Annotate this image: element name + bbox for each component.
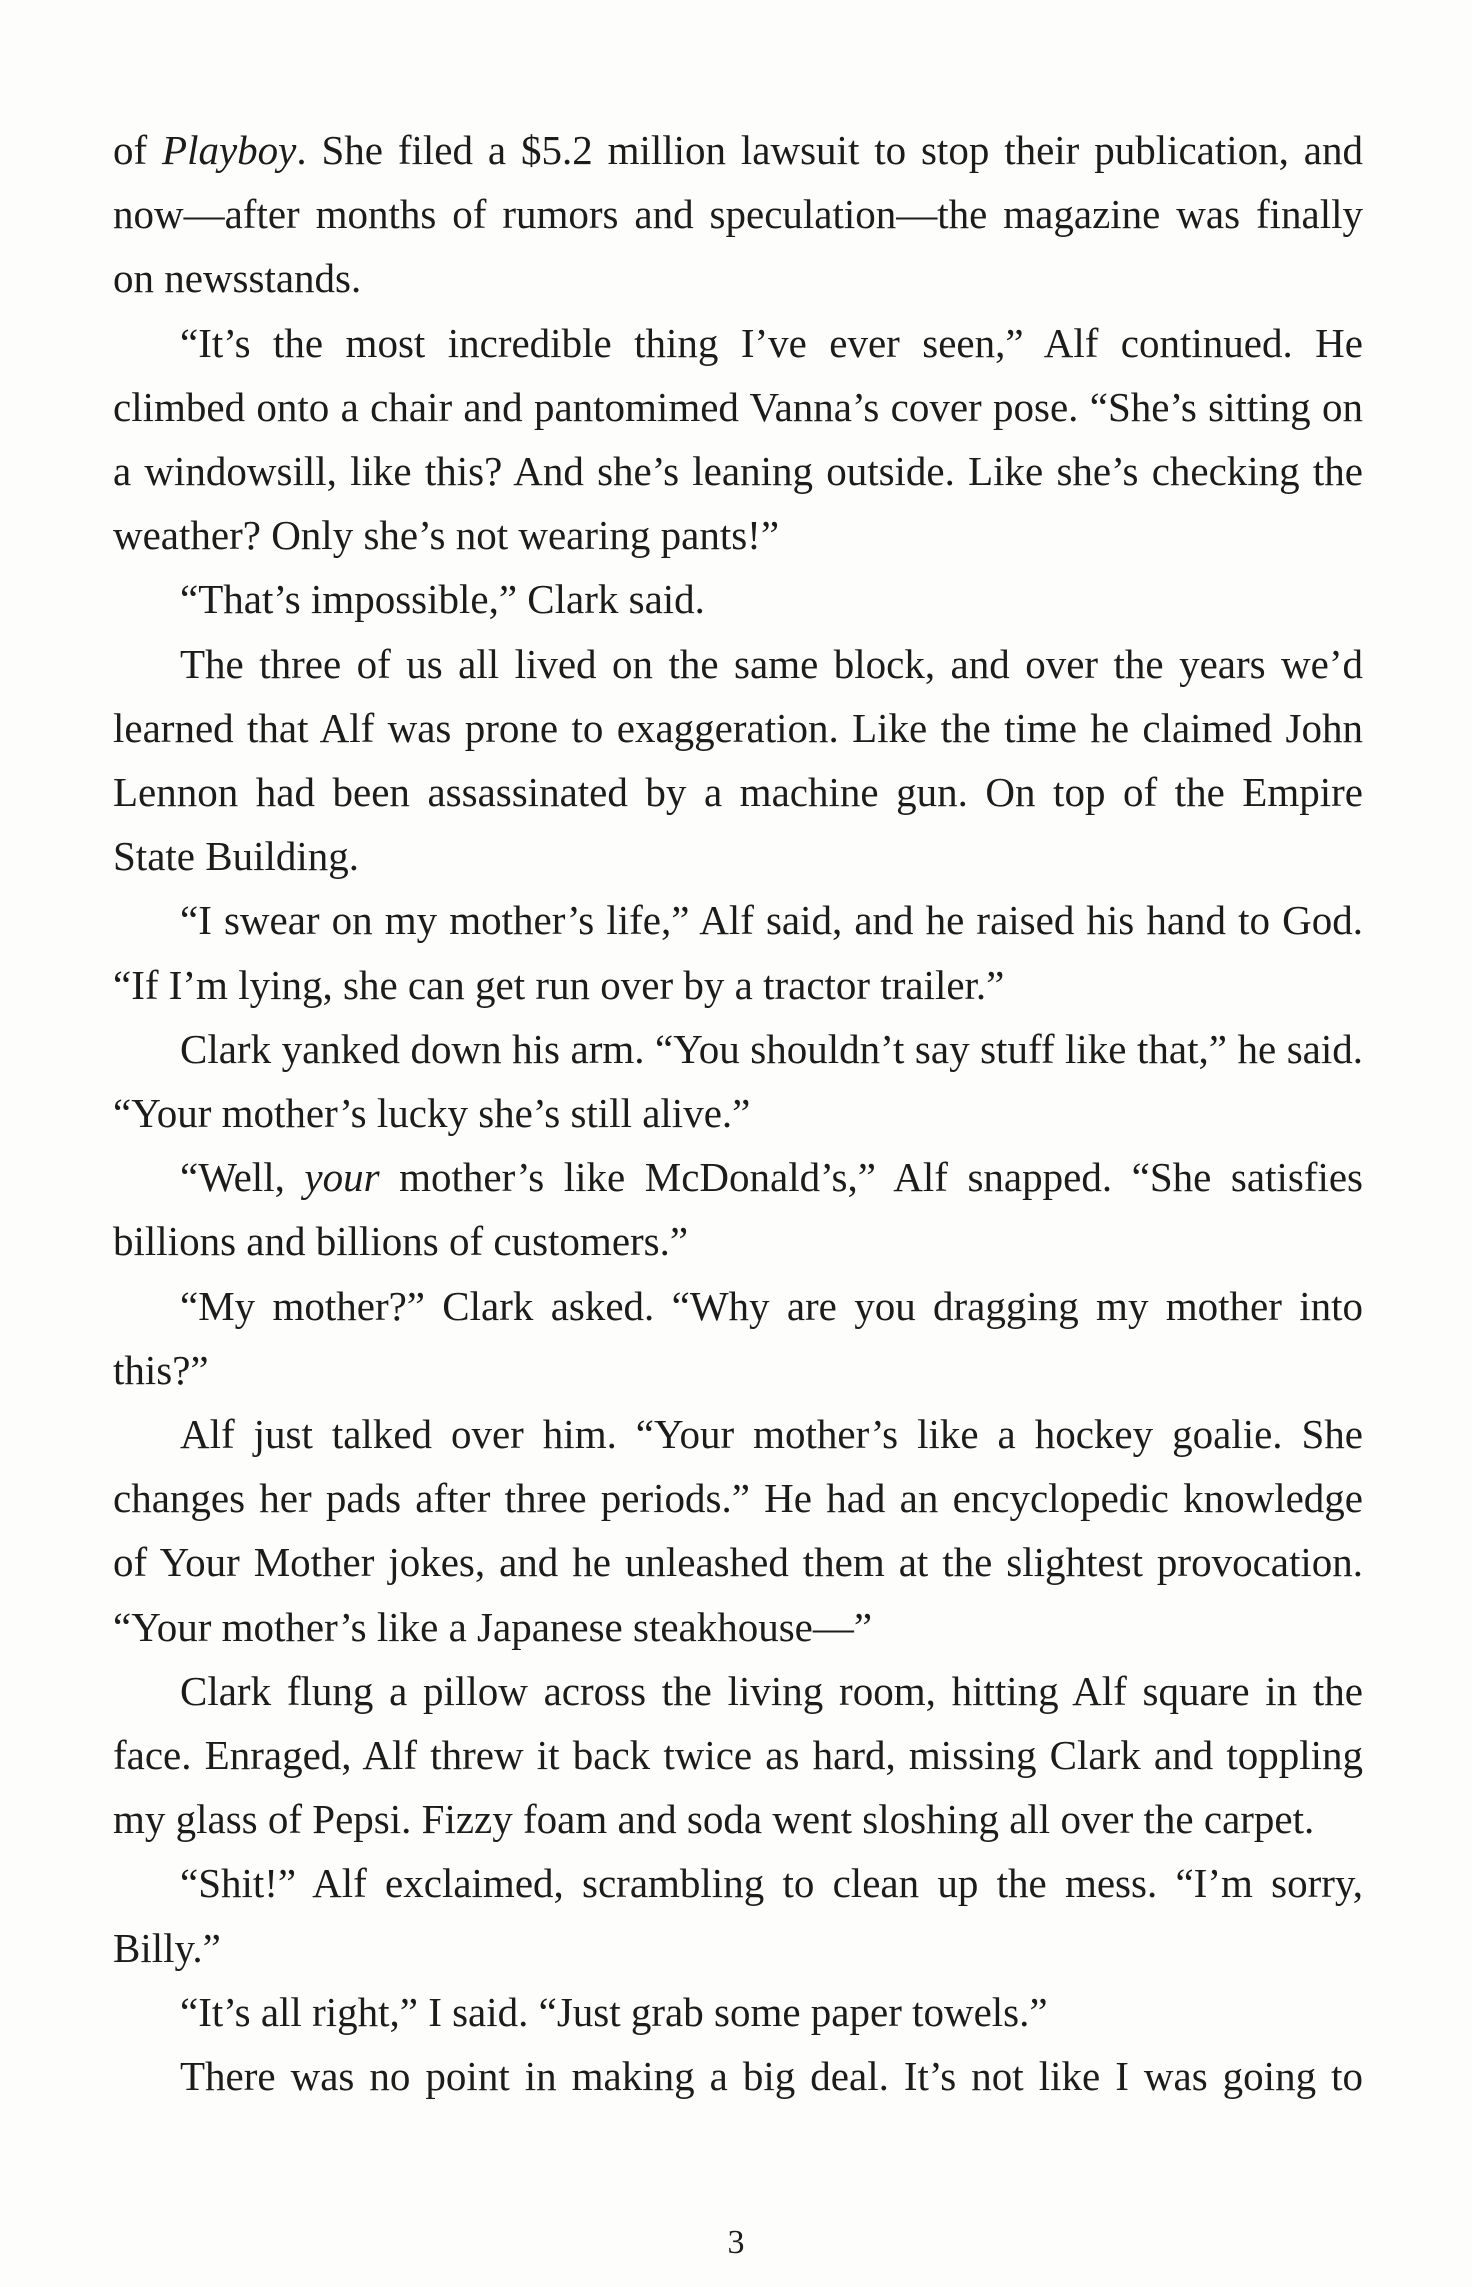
paragraph <box>113 118 1363 311</box>
text-run: “It’s the most incredible thing I’ve ever seen,” Alf continued. He climbed onto a chair and pantomimed Vanna’s cover pose. “She’s sitting on a windowsill, like this? And she’s leaning outside. Like she’s checking the weather? Only she’s not wearing pants!” <box>113 319 1363 559</box>
paragraph <box>113 888 1363 1016</box>
paragraph <box>113 2044 1363 2108</box>
text-run: mother’s like McDonald’s,” Alf snapped. “She satisfies billions and billions of customers.” <box>113 1154 1364 1265</box>
paragraph <box>113 1402 1363 1659</box>
text-run: “Well, <box>180 1154 305 1201</box>
paragraph <box>113 1851 1363 1979</box>
text-run: of <box>113 127 163 173</box>
paragraph <box>113 1980 1363 2044</box>
body-text <box>113 118 1363 2108</box>
text-run: “I swear on my mother’s life,” Alf said, and he raised his hand to God. “If I’m lying, she can get run over by a tractor trailer.” <box>113 897 1363 1008</box>
text-run: “Shit!” Alf exclaimed, scrambling to clean up the mess. “I’m sorry, Billy.” <box>113 1860 1363 1971</box>
paragraph <box>113 1017 1363 1145</box>
italic-text: Playboy <box>162 127 297 173</box>
paragraph <box>113 1145 1363 1273</box>
text-run: Clark yanked down his arm. “You shouldn’t say stuff like that,” he said. “Your mother’s lucky she’s still alive.” <box>113 1025 1363 1137</box>
text-run: The three of us all lived on the same block, and over the years we’d learned that Alf was prone to exaggeration. Like the time he claimed John Lennon had been assassinated by a machine gun. On top of the Empire State Building. <box>113 640 1363 880</box>
text-run: . She filed a $5.2 million lawsuit to stop their publication, and now—after months of rumors and speculation—the magazine was finally on newsstands. <box>113 127 1363 302</box>
paragraph <box>113 567 1363 631</box>
text-run: “It’s all right,” I said. “Just grab some paper towels.” <box>180 1988 1048 2035</box>
text-run: Alf just talked over him. “Your mother’s like a hockey goalie. She changes her pads after three periods.” He had an encyclopedic knowledge of Your Mother jokes, and he unleashed them at the slightest provocation. “Your mother’s like a Japanese steakhouse—” <box>113 1411 1363 1650</box>
page-number: 3 <box>727 2224 745 2261</box>
paragraph <box>113 632 1363 889</box>
paragraph <box>113 1659 1363 1852</box>
italic-text: your <box>304 1154 380 1201</box>
paragraph <box>113 311 1363 568</box>
text-run: Clark flung a pillow across the living room, hitting Alf square in the face. Enraged, Alf threw it back twice as hard, missing Clark and toppling my glass of Pepsi. Fizzy foam and soda went sloshing all over the carpet. <box>113 1667 1363 1843</box>
text-run: “My mother?” Clark asked. “Why are you dragging my mother into this?” <box>113 1282 1363 1393</box>
text-run: “That’s impossible,” Clark said. <box>180 576 705 623</box>
text-run: There was no point in making a big deal. It’s not like I was going to <box>180 2053 1363 2100</box>
paragraph <box>113 1274 1363 1402</box>
